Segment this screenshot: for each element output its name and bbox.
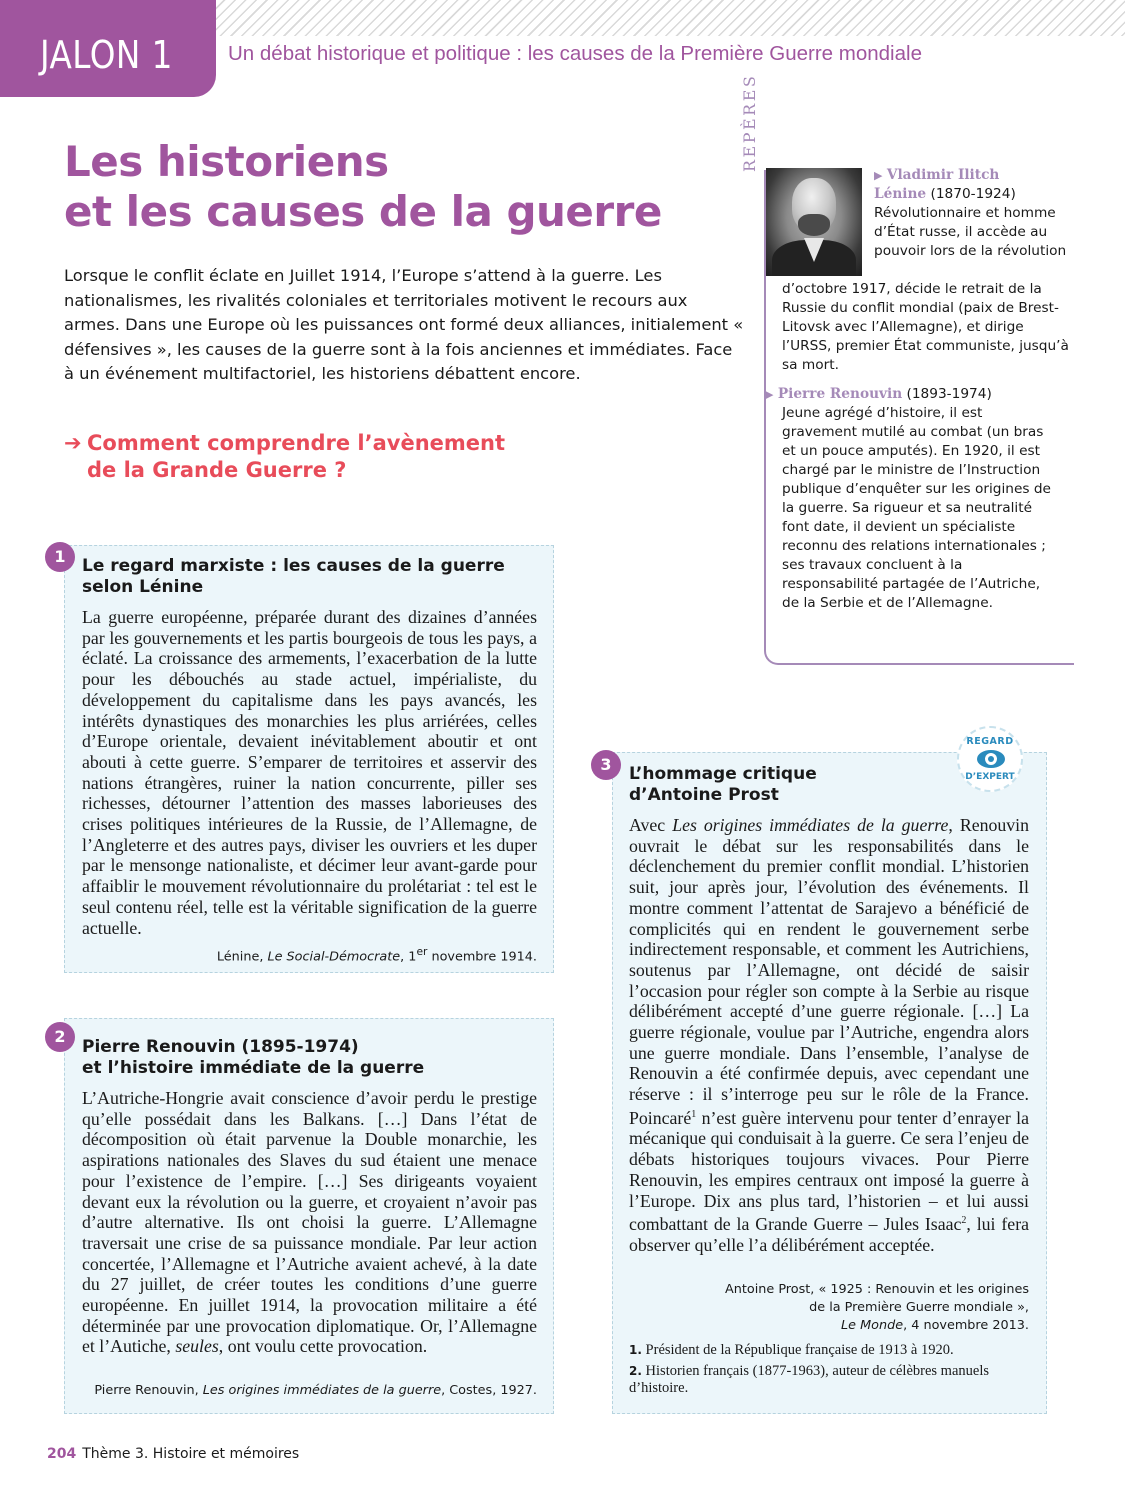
document-1-source xyxy=(82,943,537,966)
arrow-icon: ➔ xyxy=(64,431,82,455)
document-2-source-author: Pierre Renouvin, xyxy=(94,1383,203,1398)
document-2-title-line-1: Pierre Renouvin (1895-1974) xyxy=(82,1037,359,1057)
document-3-text-em: Les origines immédiates de la guerre xyxy=(672,815,949,835)
document-1-source-sup: er xyxy=(416,945,428,958)
document-2-source-tail: , Costes, 1927. xyxy=(441,1383,537,1398)
footnote-1: 1. Président de la République française de 1913 à 1920. xyxy=(629,1342,954,1358)
document-1-source-author: Lénine, xyxy=(216,949,268,965)
document-3-footnotes xyxy=(629,1342,1029,1397)
document-1-source-tail: novembre 1914. xyxy=(427,949,537,965)
lenine-bio-header xyxy=(874,166,1074,261)
jalon-tab xyxy=(0,0,216,97)
triangle-icon: ▶ xyxy=(765,388,774,401)
badge-text-top: REGARD xyxy=(966,736,1014,747)
problematic-question xyxy=(64,430,505,484)
document-2-source-work: Les origines immédiates de la guerre xyxy=(202,1383,442,1398)
header-subtitle: Un débat historique et politique : les causes de la Première Guerre mondiale xyxy=(228,42,922,65)
triangle-icon: ▶ xyxy=(874,169,883,182)
intro-paragraph: Lorsque le conflit éclate en Juillet 1914, l’Europe s’attend à la guerre. Les nationalismes, les rivalités coloniales et territoriales motivent le recours aux armes. Dans une Europe où les puissances ont formé deux alliances, initialement « défensives », les causes de la guerre sont à la fois anciennes et immédiates. Face à un événement multifactoriel, les historiens débattent encore. xyxy=(64,266,744,384)
document-3-title xyxy=(629,764,1029,806)
lenine-bio-continued: d’octobre 1917, décide le retrait de la Russie du conflit mondial (paix de Brest-Litovsk avec l’Allemagne), et dirige l’URSS, premier État communiste, jusqu’à sa mort. xyxy=(782,281,1069,373)
document-1-source-work: Le Social-Démocrate xyxy=(267,949,401,965)
renouvin-dates: (1893-1974) xyxy=(902,386,992,402)
page-title-line-1: Les historiens xyxy=(64,137,389,186)
lenine-dates: (1870-1924) xyxy=(926,186,1016,202)
document-3-source-line-1: Antoine Prost, « 1925 : Renouvin et les origines xyxy=(725,1282,1029,1297)
header-decoration xyxy=(215,0,1125,36)
document-2-number: 2 xyxy=(45,1022,75,1052)
footnote-2: 2. Historien français (1877-1963), auteur de célèbres manuels d’histoire. xyxy=(629,1363,989,1396)
reperes-label: REPÈRES xyxy=(740,73,759,172)
badge-text-bottom: D’EXPERT xyxy=(965,772,1015,782)
document-1-title-line-1: Le regard marxiste : les causes de la guerre xyxy=(82,556,505,576)
renouvin-name: Pierre Renouvin xyxy=(777,386,903,402)
document-1-title xyxy=(82,556,542,598)
footnote-ref-2: 2 xyxy=(961,1215,967,1227)
lenine-name-2: Lénine xyxy=(874,186,927,202)
document-3-title-line-1: L’hommage critique xyxy=(629,764,817,784)
footnote-ref-1: 1 xyxy=(691,1108,697,1120)
document-2-title-line-2: et l’histoire immédiate de la guerre xyxy=(82,1058,425,1078)
document-2-text-em: seules xyxy=(175,1336,219,1357)
page-title xyxy=(64,137,662,237)
document-1-source-date: , 1 xyxy=(400,949,417,965)
lenine-name-1: Vladimir Ilitch xyxy=(886,167,1000,183)
page-number: 204 xyxy=(47,1446,77,1462)
problematic-line-1: Comment comprendre l’avènement xyxy=(87,431,506,455)
document-3-text-a: Avec xyxy=(629,815,673,835)
page-title-line-2: et les causes de la guerre xyxy=(64,187,662,236)
document-2-title xyxy=(82,1037,542,1079)
document-3-source-line-2: de la Première Guerre mondiale », xyxy=(809,1300,1029,1315)
document-2-text xyxy=(82,1088,537,1357)
renouvin-bio xyxy=(765,385,1055,613)
document-3-title-line-2: d’Antoine Prost xyxy=(629,785,779,805)
document-1-text: La guerre européenne, préparée durant des dizaines d’années par les gouvernements et les partis bourgeois de tous les pays, a éclaté. La croissance des armements, l’exacerbation de la lutte pour les débouchés au stade actuel, impérialiste, du développement du capitalisme dans les pays avancés, les intérêts dynastiques des monarchies les plus arriérées, celles d’Europe orientale, devaient inévitablement aboutir et ont abouti à cette guerre. S’emparer de territoires et asservir des nations étrangères, ruiner la nation concurrente, piller ses richesses, détourner l’attention des masses laborieuses des crises politiques intérieures de la Russie, de l’Allemagne, de l’Angleterre et des autres pays, diviser les ouvriers et les duper par le mensonge nationaliste, et décimer leur avant-garde pour affaiblir le mouvement révolutionnaire du prolétariat : tel est le seul contenu réel, telle est la véritable signification de la guerre actuelle. xyxy=(82,607,537,938)
jalon-label: JALON 1 xyxy=(40,33,173,77)
lenine-portrait xyxy=(766,168,862,276)
lenine-bio-a: Révolutionnaire et homme d’État russe, il accède au pouvoir lors de la révolution xyxy=(874,205,1067,259)
document-3-number: 3 xyxy=(591,750,621,780)
renouvin-bio-text: Jeune agrégé d’histoire, il est gravement mutilé au combat (un bras et un pouce amputés). En 1920, il est chargé par le ministre de l’Instruction publique d’enquêter sur les origines de la guerre. Sa rigueur et sa neutralité font date, il devient un spécialiste reconnu des relations internationales ; ses travaux concluent à la responsabilité partagée de l’Autriche, de la Serbie et de l’Allemagne. xyxy=(782,405,1051,611)
document-3-source-tail: , 4 novembre 2013. xyxy=(903,1318,1029,1333)
document-1-title-line-2: selon Lénine xyxy=(82,577,204,597)
document-1-number: 1 xyxy=(45,542,75,572)
document-3-source xyxy=(629,1281,1029,1335)
document-3-text-b: , Renouvin ouvrait le débat sur les responsabilités dans le déclenchement du premier conflit mondial. L’historien suit, jour après jour, l’évolution des événements. Il montre comment l’attentat de Sarajevo a bénéficié de complicités qui en rendent le gouvernement serbe indirectement responsable, et comment les Autrichiens, soutenus par l’Allemagne, ont décidé de saisir l’occasion pour régler son compte à la Serbie au risque délibérément accepté d’une guerre régionale. […] La guerre régionale, voulue par l’Autriche, engendra alors une guerre mondiale. Dans l’ensemble, l’analyse de Renouvin a été confirmée depuis, avec cependant une réserve : il s’interroge peu sur le rôle de la France. Poincaré xyxy=(629,815,1029,1128)
document-2-text-b: , ont voulu cette provocation. xyxy=(218,1336,428,1357)
document-3-text-c: n’est guère intervenu pour tenter d’enrayer la mécanique qui conduisait à la guerre. Ce sera l’enjeu de débats historiques toujours vivaces. Pour Pierre Renouvin, les empires centraux ont imposé la guerre à l’Europe. Dix ans plus tard, l’historien – et lui aussi combattant de la Grande Guerre – Jules Isaac xyxy=(629,1107,1029,1235)
document-2-text-a: L’Autriche-Hongrie avait conscience d’avoir perdu le prestige qu’elle possédait dans les Balkans. […] Dans l’état de décomposition où était parvenue la Double monarchie, les aspirations nationales des Slaves du sud étaient une menace pour l’existence de l’empire. […] Ses dirigeants voyaient devant eux la révolution ou la guerre, et croyaient n’avoir pas d’autre alternative. Ils ont choisi la guerre. L’Allemagne traversait une crise de sa puissance mondiale. Par leur action concertée, l’Allemagne et l’Autriche avaient achevé, à la date du 27 juillet, de créer toutes les conditions d’une guerre européenne. En juillet 1914, la provocation militaire a été déterminée par une provocation diplomatique. Or, l’Allemagne et l’Autiche, xyxy=(82,1088,537,1357)
document-3-source-work: Le Monde xyxy=(841,1318,904,1333)
document-3-text-d: , lui fera observer qu’elle l’a délibérément acceptée. xyxy=(629,1214,1030,1255)
theme-label: Thème 3. Histoire et mémoires xyxy=(82,1446,300,1462)
page-footer xyxy=(47,1446,299,1462)
document-3-text xyxy=(629,815,1029,1256)
document-2-source xyxy=(82,1382,537,1400)
problematic-line-2: de la Grande Guerre ? xyxy=(87,458,347,482)
